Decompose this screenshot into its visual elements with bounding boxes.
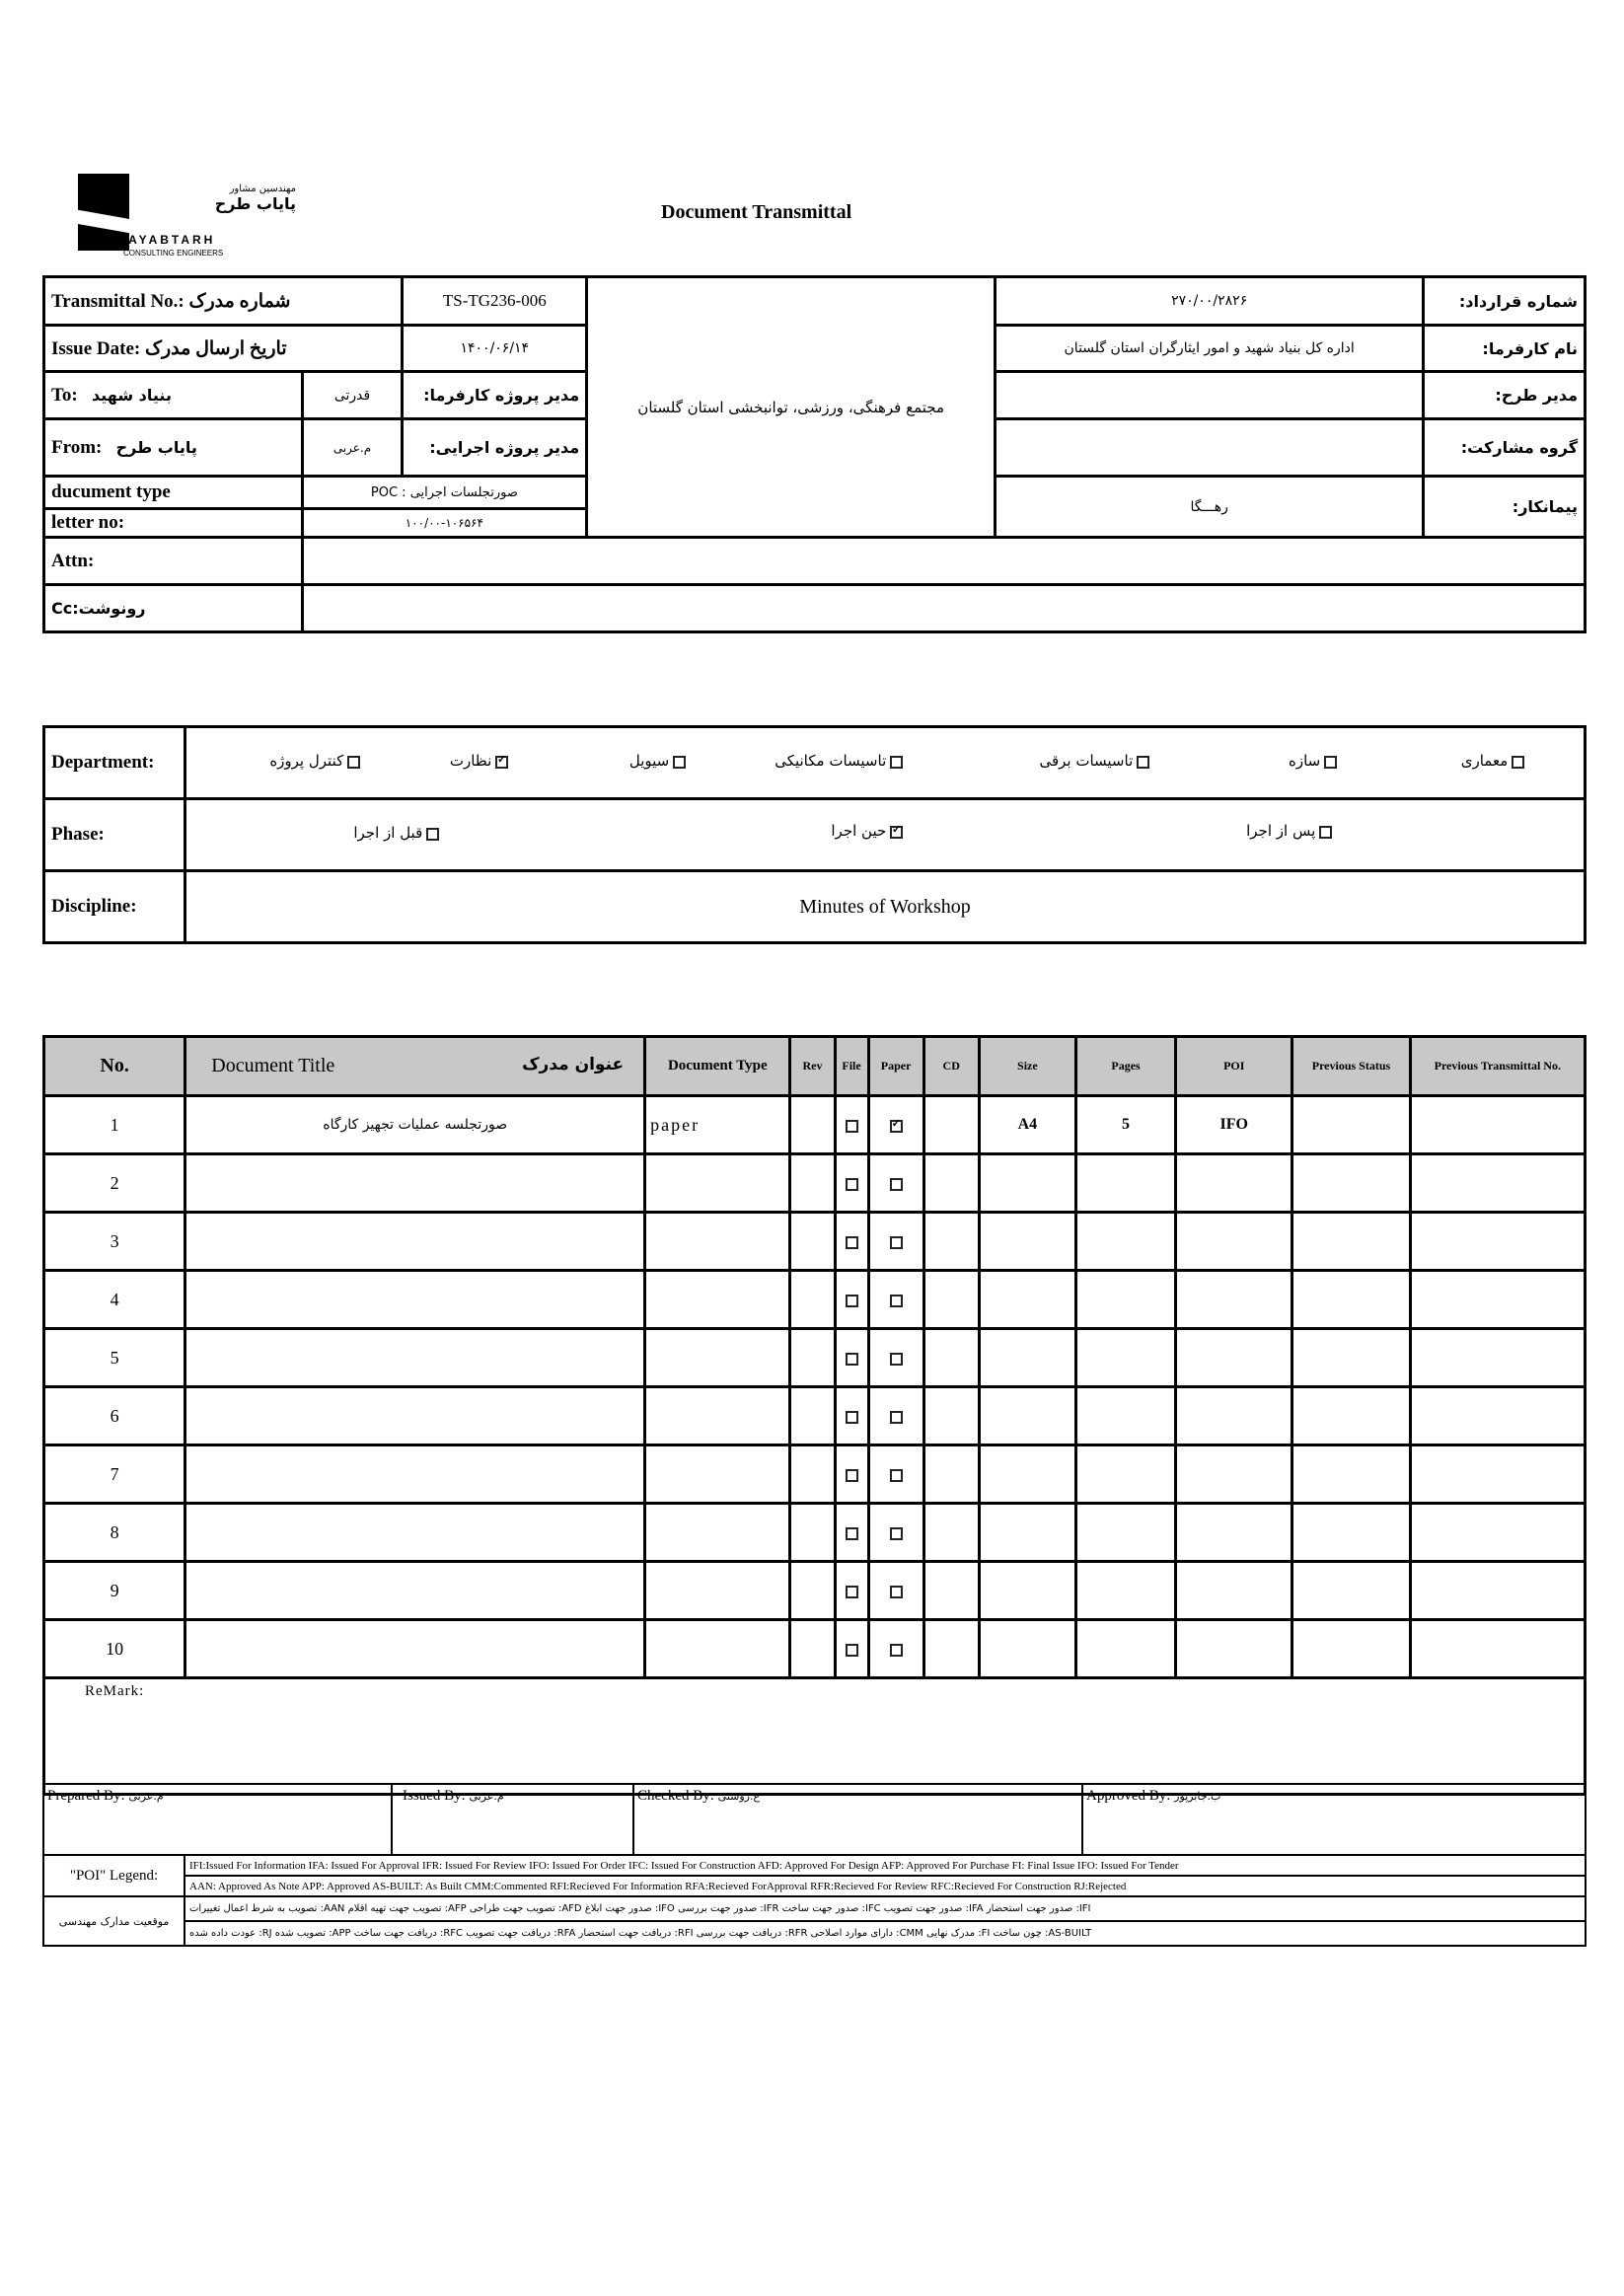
cell-no: 2 [44, 1154, 185, 1213]
client-pm-label: مدیر پروژه کارفرما: [403, 372, 587, 419]
cell-pages [1075, 1213, 1175, 1271]
table-row [44, 1620, 1586, 1678]
cell-rev [790, 1213, 835, 1271]
cell-cd [923, 1096, 979, 1154]
cell-no: 7 [44, 1445, 185, 1504]
checkbox-icon[interactable] [1512, 756, 1524, 769]
cell-pages [1075, 1445, 1175, 1504]
cell-prev_transmittal [1410, 1329, 1585, 1387]
cell-prev_transmittal [1410, 1620, 1585, 1678]
cc-field[interactable] [302, 585, 1585, 632]
checkbox-checked-icon[interactable] [890, 826, 903, 839]
cell-cd [923, 1562, 979, 1620]
cell-rev [790, 1504, 835, 1562]
cell-paper [868, 1154, 923, 1213]
checkbox-icon[interactable] [890, 1644, 903, 1657]
table-row [44, 1329, 1586, 1387]
phase-options [185, 799, 1586, 871]
cell-no: 3 [44, 1213, 185, 1271]
checkbox-icon[interactable] [846, 1178, 858, 1191]
attn-label: Attn: [44, 538, 303, 585]
cell-file [835, 1445, 868, 1504]
cell-pages [1075, 1562, 1175, 1620]
cell-pages [1075, 1387, 1175, 1445]
checkbox-icon[interactable] [846, 1295, 858, 1307]
cell-poi [1176, 1154, 1292, 1213]
col-title: Document Title عنوان مدرک [185, 1037, 645, 1096]
doc-type-label: ducument type [44, 477, 303, 509]
cell-type [645, 1154, 790, 1213]
cell-prev_status [1292, 1387, 1410, 1445]
checkbox-icon[interactable] [890, 1236, 903, 1249]
col-prev-transmittal: Previous Transmittal No. [1410, 1037, 1585, 1096]
cell-no: 4 [44, 1271, 185, 1329]
cell-rev [790, 1445, 835, 1504]
table-row [44, 1504, 1586, 1562]
checkbox-icon[interactable] [846, 1411, 858, 1424]
cell-title: صورتجلسه عملیات تجهیز کارگاه [185, 1096, 645, 1154]
cell-prev_status [1292, 1329, 1410, 1387]
status-legend-line-1: IFI: صدور جهت استحضار IFA: صدور جهت تصویب IFC: صدور جهت ساخت IFR: صدور جهت بررسی IFO: صدور جهت ابلاغ AFD: تصویب جهت طراحی AFP: تصویب جهت تهیه اقلام AAN: تصویب به شرط اعمال تغییرات [185, 1896, 1586, 1921]
cell-poi [1176, 1562, 1292, 1620]
cell-prev_status [1292, 1271, 1410, 1329]
col-rev: Rev [790, 1037, 835, 1096]
cell-prev_status [1292, 1096, 1410, 1154]
cell-rev [790, 1096, 835, 1154]
cell-rev [790, 1387, 835, 1445]
cell-pages [1075, 1620, 1175, 1678]
cell-paper [868, 1387, 923, 1445]
cell-size [979, 1562, 1075, 1620]
col-file: File [835, 1037, 868, 1096]
prepared-by-field[interactable]: Prepared By: م.عربی [43, 1784, 392, 1855]
to-field [44, 372, 303, 419]
cell-type: paper [645, 1096, 790, 1154]
cell-no: 9 [44, 1562, 185, 1620]
col-poi: POI [1176, 1037, 1292, 1096]
cell-size: A4 [979, 1096, 1075, 1154]
cell-size [979, 1271, 1075, 1329]
contract-no-label: شماره قرارداد: [1424, 277, 1586, 326]
table-row [44, 1096, 1586, 1154]
checkbox-icon[interactable] [890, 1353, 903, 1366]
issue-date-value: ۱۴۰۰/۰۶/۱۴ [403, 326, 587, 372]
cell-title [185, 1504, 645, 1562]
transmittal-info-table [42, 275, 1587, 633]
cell-prev_transmittal [1410, 1562, 1585, 1620]
cell-file [835, 1620, 868, 1678]
checkbox-checked-icon[interactable] [890, 1120, 903, 1133]
cell-poi: IFO [1176, 1096, 1292, 1154]
logo-fa-subtitle: مهندسین مشاور [229, 184, 296, 194]
cell-paper [868, 1271, 923, 1329]
cell-type [645, 1213, 790, 1271]
cell-cd [923, 1329, 979, 1387]
cell-file [835, 1213, 868, 1271]
col-cd: CD [923, 1037, 979, 1096]
cell-pages [1075, 1329, 1175, 1387]
department-option-mechanical[interactable]: تاسیسات مکانیکی [775, 752, 903, 771]
from-value: پایاب طرح [115, 437, 197, 457]
cell-title [185, 1387, 645, 1445]
contract-no-value: ۲۷۰/۰۰/۲۸۲۶ [996, 277, 1424, 326]
documents-header-row [44, 1037, 1586, 1096]
transmittal-no-value: TS-TG236-006 [403, 277, 587, 326]
cell-title [185, 1271, 645, 1329]
checkbox-icon[interactable] [846, 1586, 858, 1598]
cell-no: 5 [44, 1329, 185, 1387]
phase-option-before[interactable]: قبل از اجرا [353, 824, 439, 843]
cell-cd [923, 1504, 979, 1562]
client-label: نام کارفرما: [1424, 326, 1586, 372]
cell-paper [868, 1504, 923, 1562]
checkbox-icon[interactable] [890, 1178, 903, 1191]
cell-prev_transmittal [1410, 1154, 1585, 1213]
cell-title [185, 1329, 645, 1387]
cell-prev_status [1292, 1504, 1410, 1562]
cell-title [185, 1154, 645, 1213]
poi-legend-label: "POI" Legend: [43, 1855, 185, 1896]
status-legend-label: موقعیت مدارک مهندسی [43, 1896, 185, 1946]
col-no: No. [44, 1037, 185, 1096]
checked-by-field[interactable]: Checked By: ع.روشنی [633, 1784, 1082, 1855]
cell-type [645, 1620, 790, 1678]
cell-poi [1176, 1271, 1292, 1329]
table-row [44, 1271, 1586, 1329]
checkbox-icon[interactable] [426, 828, 439, 841]
cell-cd [923, 1445, 979, 1504]
cell-prev_status [1292, 1562, 1410, 1620]
cell-rev [790, 1154, 835, 1213]
table-row [44, 1445, 1586, 1504]
cell-prev_transmittal [1410, 1445, 1585, 1504]
phase-label: Phase: [44, 799, 185, 871]
checkbox-icon[interactable] [890, 1469, 903, 1482]
cell-prev_transmittal [1410, 1213, 1585, 1271]
cell-cd [923, 1213, 979, 1271]
cell-paper [868, 1445, 923, 1504]
cell-type [645, 1562, 790, 1620]
cell-no: 1 [44, 1096, 185, 1154]
cell-title [185, 1445, 645, 1504]
department-option-structure[interactable]: سازه [1289, 752, 1337, 771]
discipline-value: Minutes of Workshop [185, 871, 1586, 943]
page-title: Document Transmittal [661, 201, 852, 223]
cell-rev [790, 1271, 835, 1329]
checkbox-icon[interactable] [846, 1527, 858, 1540]
checkbox-icon[interactable] [347, 756, 360, 769]
cell-no: 6 [44, 1387, 185, 1445]
cell-size [979, 1504, 1075, 1562]
cell-prev_status [1292, 1620, 1410, 1678]
logo-fa-name: پایاب طرح [214, 194, 296, 213]
cell-rev [790, 1562, 835, 1620]
cell-cd [923, 1387, 979, 1445]
cell-paper [868, 1096, 923, 1154]
checkbox-icon[interactable] [890, 1295, 903, 1307]
cell-prev_status [1292, 1154, 1410, 1213]
checkbox-icon[interactable] [1319, 826, 1332, 839]
signatures-table [42, 1783, 1587, 1856]
discipline-label: Discipline: [44, 871, 185, 943]
cell-type [645, 1271, 790, 1329]
col-type: Document Type [645, 1037, 790, 1096]
cell-no: 10 [44, 1620, 185, 1678]
client-value: اداره کل بنیاد شهید و امور ایثارگران استان گلستان [996, 326, 1424, 372]
partnership-label: گروه مشارکت: [1424, 419, 1586, 477]
cell-cd [923, 1620, 979, 1678]
cell-size [979, 1154, 1075, 1213]
legend-table [42, 1854, 1587, 1947]
from-field [44, 419, 303, 477]
cell-poi [1176, 1329, 1292, 1387]
cell-type [645, 1504, 790, 1562]
attn-field[interactable] [302, 538, 1585, 585]
issue-date-label: Issue Date: تاریخ ارسال مدرک [44, 326, 403, 372]
cell-title [185, 1620, 645, 1678]
poi-legend-line-2: AAN: Approved As Note APP: Approved AS-BUILT: As Built CMM:Commented RFI:Recieved For Information RFA:Recieved ForApproval RFR:Recieved For Review RFC:Recieved For Construction RJ:Rejected [185, 1876, 1586, 1896]
department-option-architecture[interactable]: معماری [1461, 752, 1524, 771]
cell-file [835, 1387, 868, 1445]
cell-size [979, 1213, 1075, 1271]
cell-file [835, 1154, 868, 1213]
cell-type [645, 1445, 790, 1504]
cell-poi [1176, 1387, 1292, 1445]
cell-prev_status [1292, 1445, 1410, 1504]
department-option-electrical[interactable]: تاسیسات برقی [1039, 752, 1149, 771]
department-options [185, 727, 1586, 799]
cell-cd [923, 1154, 979, 1213]
documents-table [42, 1035, 1587, 1796]
cc-label: Cc:رونوشت [44, 585, 303, 632]
checkbox-icon[interactable] [846, 1644, 858, 1657]
cell-file [835, 1271, 868, 1329]
cell-poi [1176, 1620, 1292, 1678]
department-label: Department: [44, 727, 185, 799]
cell-pages [1075, 1154, 1175, 1213]
cell-type [645, 1329, 790, 1387]
exec-pm-value: م.عربی [302, 419, 403, 477]
doc-type-value: صورتجلسات اجرایی : POC [302, 477, 587, 509]
checkbox-icon[interactable] [890, 1586, 903, 1598]
classification-table [42, 725, 1587, 944]
cell-pages [1075, 1504, 1175, 1562]
checkbox-icon[interactable] [846, 1469, 858, 1482]
cell-file [835, 1329, 868, 1387]
cell-title [185, 1562, 645, 1620]
cell-prev_transmittal [1410, 1504, 1585, 1562]
contractor-value: رهـــگا [996, 477, 1424, 538]
cell-rev [790, 1620, 835, 1678]
client-pm-value: قدرتی [302, 372, 403, 419]
transmittal-no-label: Transmittal No.: شماره مدرک [44, 277, 403, 326]
cell-file [835, 1504, 868, 1562]
to-value: بنیاد شهید [92, 385, 172, 405]
checkbox-icon[interactable] [890, 756, 903, 769]
cell-paper [868, 1329, 923, 1387]
approved-by-field[interactable]: Approved By: ب.جابرپور [1082, 1784, 1586, 1855]
cell-prev_transmittal [1410, 1271, 1585, 1329]
cell-size [979, 1445, 1075, 1504]
cell-file [835, 1096, 868, 1154]
to-label: To: [51, 384, 78, 406]
letter-no-value: ۱۰۰/۰۰-۱۰۶۵۶۴ [302, 509, 587, 538]
poi-legend-line-1: IFI:Issued For Information IFA: Issued For Approval IFR: Issued For Review IFO: Issued For Order IFC: Issued For Construction AFD: Approved For Design AFP: Approved For Purchase FI: Final Issue IFO: Issued For Tender [185, 1855, 1586, 1876]
plan-manager-value [996, 372, 1424, 419]
exec-pm-label: مدیر پروژه اجرایی: [403, 419, 587, 477]
checkbox-icon[interactable] [890, 1527, 903, 1540]
cell-paper [868, 1620, 923, 1678]
cell-rev [790, 1329, 835, 1387]
table-row [44, 1213, 1586, 1271]
checkbox-icon[interactable] [846, 1236, 858, 1249]
project-name: مجتمع فرهنگی، ورزشی، توانبخشی استان گلستان [587, 277, 996, 538]
checkbox-icon[interactable] [673, 756, 686, 769]
cell-title [185, 1213, 645, 1271]
logo-en-subtitle: CONSULTING ENGINEERS [123, 249, 224, 258]
checkbox-icon[interactable] [890, 1411, 903, 1424]
phase-option-after[interactable]: پس از اجرا [1246, 822, 1332, 841]
status-legend-line-2: AS-BUILT: چون ساخت FI: مدرک نهایی CMM: دارای موارد اصلاحی RFR: دریافت جهت بررسی RFI: دریافت جهت استحضار RFA: دریافت جهت تصویب RFC: دریافت جهت ساخت APP: تصویب شده RJ: عودت داده شده [185, 1921, 1586, 1946]
cell-size [979, 1329, 1075, 1387]
cell-no: 8 [44, 1504, 185, 1562]
cell-prev_transmittal [1410, 1387, 1585, 1445]
cell-file [835, 1562, 868, 1620]
issued-by-field[interactable]: Issued By: م.عربی [392, 1784, 633, 1855]
letter-no-label: letter no: [44, 509, 303, 538]
cell-type [645, 1387, 790, 1445]
cell-size [979, 1387, 1075, 1445]
department-option-project-control[interactable]: کنترل پروژه [269, 752, 360, 771]
phase-option-during[interactable]: ✓ حین اجرا [831, 822, 903, 841]
department-option-civil[interactable]: سیویل [629, 752, 686, 771]
checkbox-checked-icon[interactable] [495, 756, 508, 769]
checkbox-icon[interactable] [846, 1120, 858, 1133]
cell-prev_transmittal [1410, 1096, 1585, 1154]
checkbox-icon[interactable] [846, 1353, 858, 1366]
cell-poi [1176, 1504, 1292, 1562]
cell-size [979, 1620, 1075, 1678]
company-logo-fa [138, 184, 296, 213]
partnership-value [996, 419, 1424, 477]
cell-prev_status [1292, 1213, 1410, 1271]
remark-field[interactable]: ReMark: [44, 1678, 1586, 1795]
cell-pages: 5 [1075, 1096, 1175, 1154]
col-paper: Paper [868, 1037, 923, 1096]
table-row [44, 1562, 1586, 1620]
logo-en-name: PAYABTARH [118, 233, 216, 247]
plan-manager-label: مدیر طرح: [1424, 372, 1586, 419]
col-prev-status: Previous Status [1292, 1037, 1410, 1096]
checkbox-icon[interactable] [1324, 756, 1337, 769]
col-size: Size [979, 1037, 1075, 1096]
cell-paper [868, 1562, 923, 1620]
department-option-supervision[interactable]: ✓ نظارت [450, 752, 508, 771]
col-pages: Pages [1075, 1037, 1175, 1096]
cell-paper [868, 1213, 923, 1271]
checkbox-icon[interactable] [1137, 756, 1149, 769]
contractor-label: پیمانکار: [1424, 477, 1586, 538]
from-label: From: [51, 436, 103, 458]
cell-pages [1075, 1271, 1175, 1329]
cell-poi [1176, 1213, 1292, 1271]
table-row [44, 1387, 1586, 1445]
cell-poi [1176, 1445, 1292, 1504]
table-row [44, 1154, 1586, 1213]
cell-cd [923, 1271, 979, 1329]
